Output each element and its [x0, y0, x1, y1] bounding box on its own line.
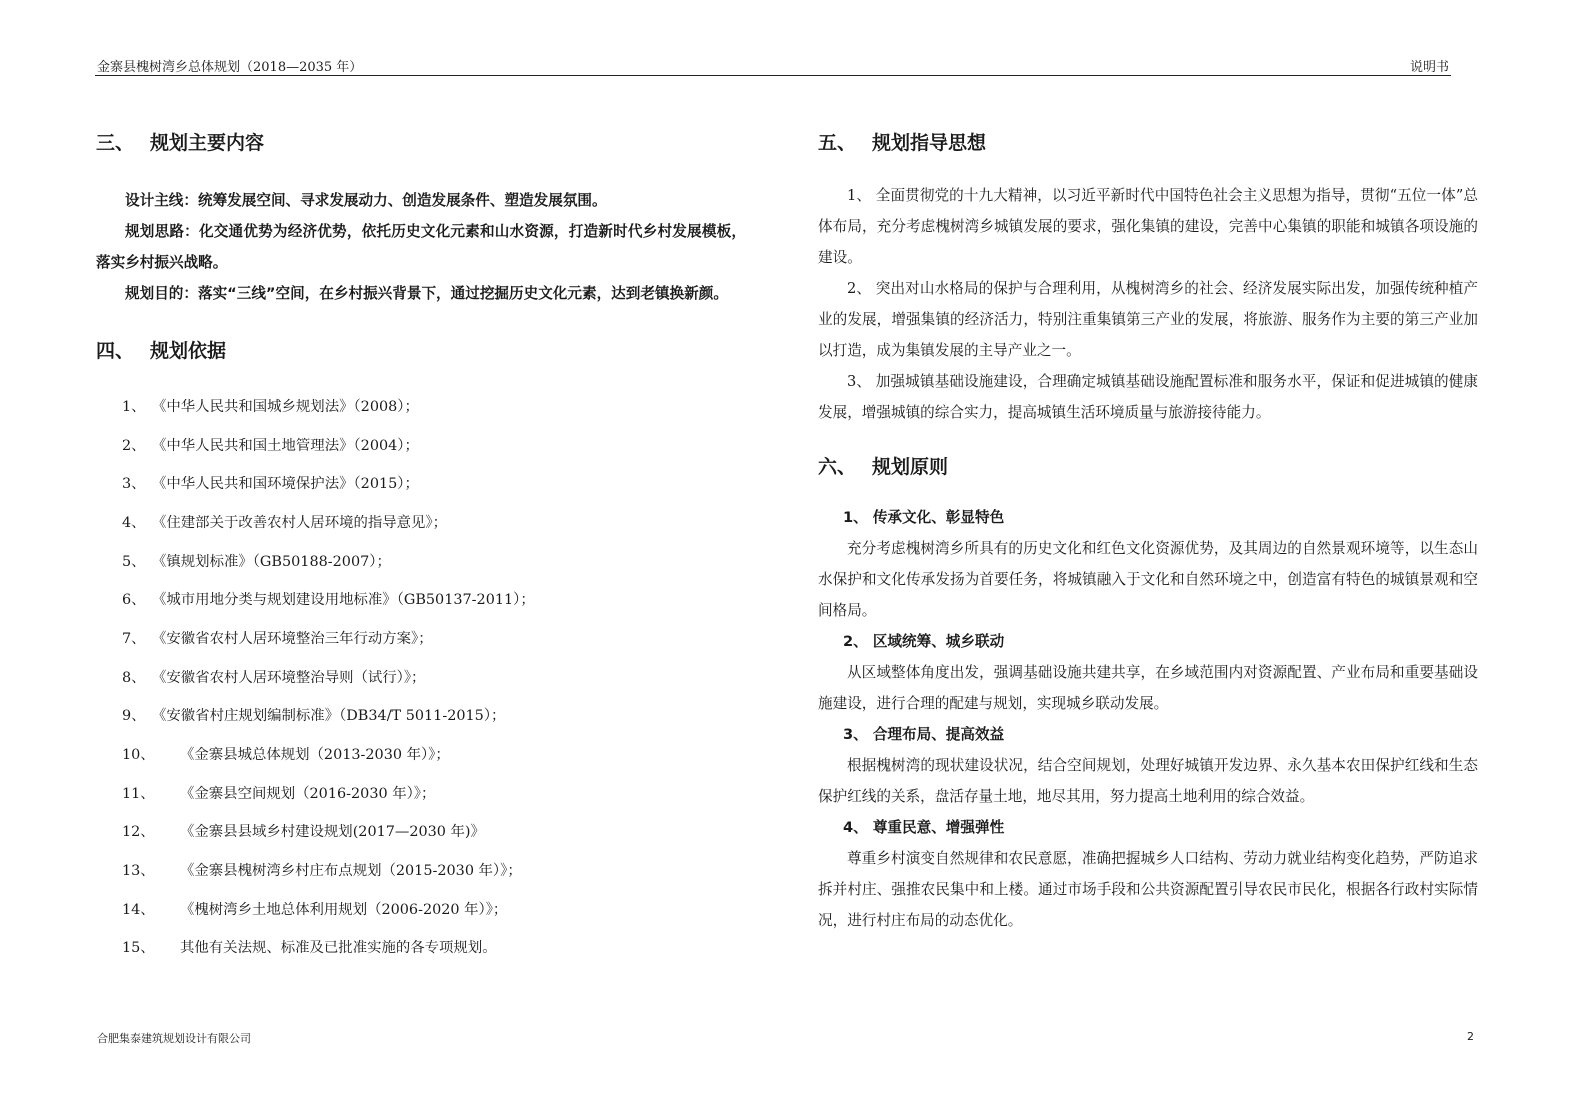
- list-item: [96, 734, 746, 773]
- principle-heading: 4、 尊重民意、增强弹性: [843, 819, 1005, 836]
- principle-text: 根据槐树湾的现状建设状况，结合空间规划，处理好城镇开发边界、永久基本农田保护红线和生态保护红线的关系，盘活存量土地，地尽其用，努力提高土地利用的综合效益。: [818, 757, 1478, 805]
- list-item: [96, 463, 746, 502]
- list-item-number: 11、: [122, 785, 155, 802]
- list-item-number: 2、: [122, 437, 146, 454]
- list-item-number: 13、: [122, 863, 155, 880]
- list-item-number: 15、: [122, 940, 155, 957]
- section3-paragraph: 设计主线：统筹发展空间、寻求发展动力、创造发展条件、塑造发展氛围。: [125, 192, 607, 209]
- list-item-text: 《住建部关于改善农村人居环境的指导意见》；: [152, 514, 448, 531]
- principle-text: 从区域整体角度出发，强调基础设施共建共享，在乡域范围内对资源配置、产业布局和重要基础设施建设，进行合理的配建与规划，实现城乡联动发展。: [818, 664, 1478, 712]
- list-item-number: 7、: [122, 630, 146, 647]
- list-item: [96, 850, 746, 889]
- list-item-number: 1、: [122, 398, 146, 415]
- principle-text: 尊重乡村演变自然规律和农民意愿，准确把握城乡人口结构、劳动力就业结构变化趋势，严防追求拆并村庄、强推农民集中和上楼。通过市场手段和公共资源配置引导农民市民化，根据各行政村实际情况，进行村庄布局的动态优化。: [818, 850, 1478, 929]
- list-item-text: 《金寨县空间规划（2016-2030 年）》；: [180, 785, 436, 802]
- section5-title: 规划指导思想: [872, 131, 987, 154]
- section4-heading: [96, 334, 746, 364]
- list-item: [96, 502, 746, 541]
- list-item-text: 《中华人民共和国环境保护法》（2015）；: [152, 476, 419, 493]
- header-divider: [95, 75, 1451, 76]
- list-item-text: 《金寨县城总体规划（2013-2030 年）》；: [180, 747, 450, 764]
- section3-title: 规划主要内容: [150, 131, 265, 154]
- list-item-text: 《安徽省村庄规划编制标准》（DB34/T 5011-2015）；: [152, 708, 506, 725]
- section4-number: 四、: [96, 339, 135, 362]
- list-item: [96, 928, 746, 967]
- list-item-number: 9、: [122, 708, 146, 725]
- list-item-text: 《中华人民共和国土地管理法》（2004）；: [152, 437, 419, 454]
- list-item-number: 14、: [122, 901, 155, 918]
- principle-heading: 3、 合理布局、提高效益: [843, 726, 1005, 743]
- principle-text: 充分考虑槐树湾乡所具有的历史文化和红色文化资源优势，及其周边的自然景观环境等，以生态山水保护和文化传承发扬为首要任务，将城镇融入于文化和自然环境之中，创造富有特色的城镇景观和空间格局。: [818, 540, 1478, 619]
- list-item: [96, 657, 746, 696]
- list-item-text: 《金寨县县域乡村建设规划(2017—2030 年)》: [180, 824, 485, 841]
- document-type-label: 说明书: [1410, 60, 1450, 75]
- section3-heading: [96, 126, 746, 156]
- list-item-number: 10、: [122, 747, 155, 764]
- section4-title: 规划依据: [150, 339, 227, 362]
- list-item: [96, 773, 746, 812]
- section5-paragraph: 3、 加强城镇基础设施建设，合理确定城镇基础设施配置标准和服务水平，保证和促进城镇的健康发展，增强城镇的综合实力，提高城镇生活环境质量与旅游接待能力。: [818, 373, 1478, 421]
- list-item-text: 《安徽省农村人居环境整治导则（试行）》；: [152, 669, 426, 686]
- right-column: [818, 126, 1478, 936]
- section5-paragraph: 2、 突出对山水格局的保护与合理利用，从槐树湾乡的社会、经济发展实际出发，加强传统种植产业的发展，增强集镇的经济活力，特别注重集镇第三产业的发展，将旅游、服务作为主要的第三产业加以打造，成为集镇发展的主导产业之一。: [818, 280, 1478, 359]
- list-item-number: 12、: [122, 824, 155, 841]
- list-item-number: 4、: [122, 514, 146, 531]
- list-item-text: 其他有关法规、标准及已批准实施的各专项规划。: [180, 940, 497, 957]
- footer-company: 合肥集泰建筑规划设计有限公司: [97, 1032, 251, 1045]
- list-item: [96, 425, 746, 464]
- list-item: [96, 579, 746, 618]
- section5-paragraph: 1、 全面贯彻党的十九大精神，以习近平新时代中国特色社会主义思想为指导，贯彻“五位一体”总体布局，充分考虑槐树湾乡城镇发展的要求，强化集镇的建设，完善中心集镇的职能和城镇各项设施的建设。: [818, 187, 1478, 266]
- left-column: [96, 126, 746, 966]
- section6-number: 六、: [818, 455, 857, 478]
- principle-heading: 1、 传承文化、彰显特色: [843, 509, 1005, 526]
- list-item-text: 《槐树湾乡土地总体利用规划（2006-2020 年）》；: [180, 901, 508, 918]
- reference-list: [96, 386, 746, 966]
- list-item-number: 8、: [122, 669, 146, 686]
- section6-title: 规划原则: [872, 455, 949, 478]
- list-item-text: 《金寨县槐树湾乡村庄布点规划（2015-2030 年）》；: [180, 863, 522, 880]
- list-item: [96, 889, 746, 928]
- list-item-number: 3、: [122, 476, 146, 493]
- list-item: [96, 812, 746, 851]
- section3-paragraph: 规划目的：落实“三线”空间，在乡村振兴背景下，通过挖掘历史文化元素，达到老镇换新颜。: [125, 285, 728, 302]
- list-item-text: 《安徽省农村人居环境整治三年行动方案》；: [152, 630, 433, 647]
- list-item: [96, 386, 746, 425]
- principle-heading: 2、 区域统筹、城乡联动: [843, 633, 1005, 650]
- list-item-number: 6、: [122, 592, 146, 609]
- section3-paragraph: 规划思路：化交通优势为经济优势，依托历史文化元素和山水资源，打造新时代乡村发展模板，落实乡村振兴战略。: [96, 223, 746, 271]
- list-item: [96, 618, 746, 657]
- list-item-text: 《中华人民共和国城乡规划法》（2008）；: [152, 398, 419, 415]
- list-item: [96, 696, 746, 735]
- list-item-text: 《镇规划标准》（GB50188-2007）；: [152, 553, 391, 570]
- page-number: 2: [1467, 1030, 1474, 1043]
- list-item: [96, 541, 746, 580]
- section3-number: 三、: [96, 131, 135, 154]
- section6-heading: [818, 450, 1478, 480]
- section5-heading: [818, 126, 1478, 156]
- section5-number: 五、: [818, 131, 857, 154]
- list-item-number: 5、: [122, 553, 146, 570]
- document-title-header: 金寨县槐树湾乡总体规划（2018—2035 年）: [97, 60, 363, 75]
- list-item-text: 《城市用地分类与规划建设用地标准》（GB50137-2011）；: [152, 592, 535, 609]
